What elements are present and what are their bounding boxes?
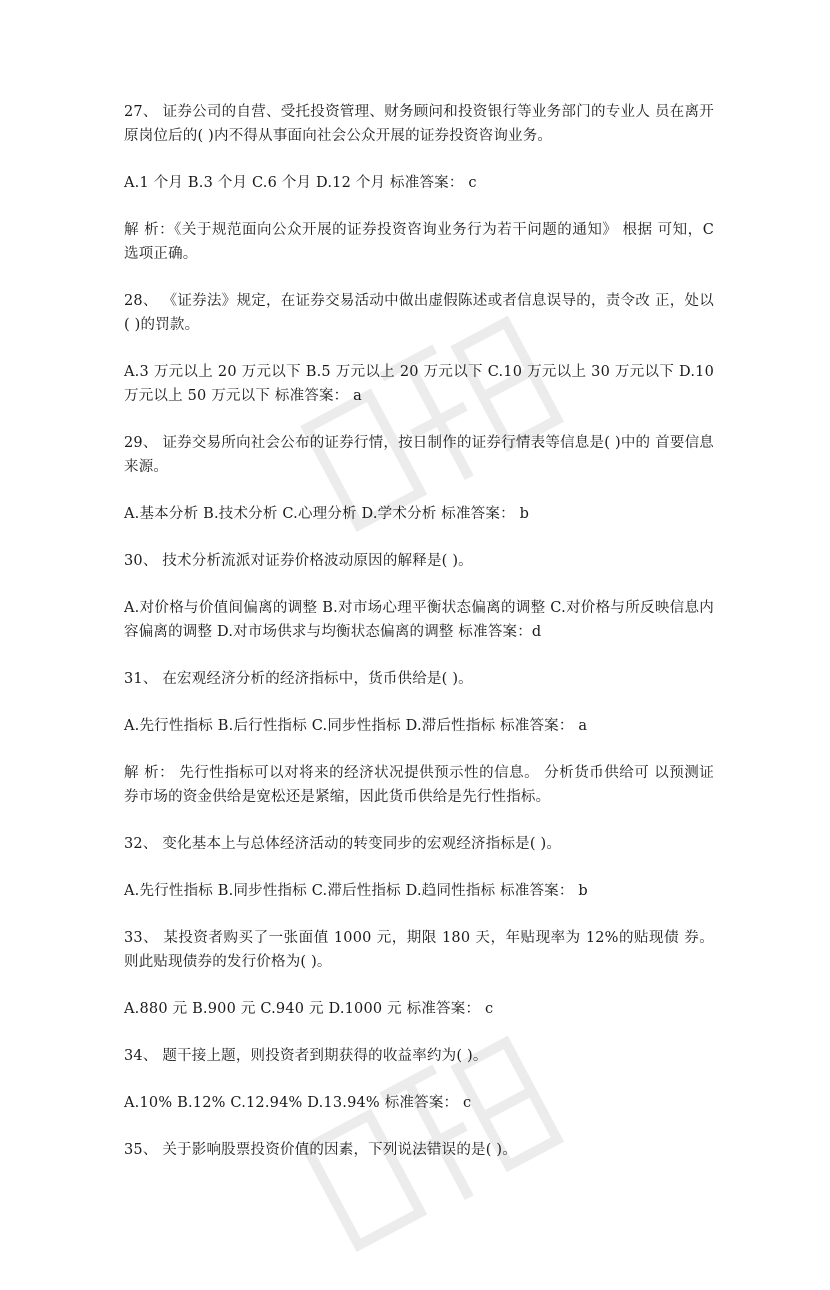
document-body: [124, 100, 714, 1185]
question-31: 31、 在宏观经济分析的经济指标中，货币供给是( )。: [124, 671, 473, 687]
explanation-31: 解 析： 先行性指标可以对将来的经济状况提供预示性的信息。 分析货币供给可 以预测证 券市场的资金供给是宽松还是紧缩，因此货币供给是先行性指标。: [124, 765, 714, 805]
options-27: A.1 个月 B.3 个月 C.6 个月 D.12 个月 标准答案： c: [124, 175, 477, 191]
question-27: 27、 证券公司的自营、受托投资管理、财务顾问和投资银行等业务部门的专业人 员在离开原岗位后的( )内不得从事面向社会公众开展的证券投资咨询业务。: [124, 104, 714, 144]
options-33: A.880 元 B.900 元 C.940 元 D.1000 元 标准答案： c: [124, 1001, 494, 1017]
options-31: A.先行性指标 B.后行性指标 C.同步性指标 D.滞后性指标 标准答案： a: [124, 718, 588, 734]
question-28: 28、 《证券法》规定，在证券交易活动中做出虚假陈述或者信息误导的，责令改 正，处以( )的罚款。: [124, 293, 714, 333]
options-28: A.3 万元以上 20 万元以下 B.5 万元以上 20 万元以下 C.10 万元以上 30 万元以下 D.10 万元以上 50 万元以下 标准答案： a: [124, 364, 714, 404]
question-35: 35、 关于影响股票投资价值的因素，下列说法错误的是( )。: [124, 1142, 517, 1158]
options-30: A.对价格与价值间偏离的调整 B.对市场心理平衡状态偏离的调整 C.对价格与所反映信息内容偏离的调整 D.对市场供求与均衡状态偏离的调整 标准答案：d: [124, 600, 714, 640]
options-32: A.先行性指标 B.同步性指标 C.滞后性指标 D.趋同性指标 标准答案： b: [124, 883, 588, 899]
question-33: 33、 某投资者购买了一张面值 1000 元，期限 180 天，年贴现率为 12%的贴现债 券。则此贴现债券的发行价格为( )。: [124, 930, 714, 970]
question-29: 29、 证券交易所向社会公布的证券行情，按日制作的证券行情表等信息是( )中的 首要信息来源。: [124, 435, 714, 475]
explanation-27: 解 析：《关于规范面向公众开展的证券投资咨询业务行为若干问题的通知》 根据 可知，C 选项正确。: [124, 222, 714, 262]
question-30: 30、 技术分析流派对证券价格波动原因的解释是( )。: [124, 553, 473, 569]
question-32: 32、 变化基本上与总体经济活动的转变同步的宏观经济指标是( )。: [124, 836, 562, 852]
question-34: 34、 题干接上题，则投资者到期获得的收益率约为( )。: [124, 1048, 488, 1064]
options-29: A.基本分析 B.技术分析 C.心理分析 D.学术分析 标准答案： b: [124, 506, 530, 522]
options-34: A.10% B.12% C.12.94% D.13.94% 标准答案： c: [124, 1095, 472, 1111]
